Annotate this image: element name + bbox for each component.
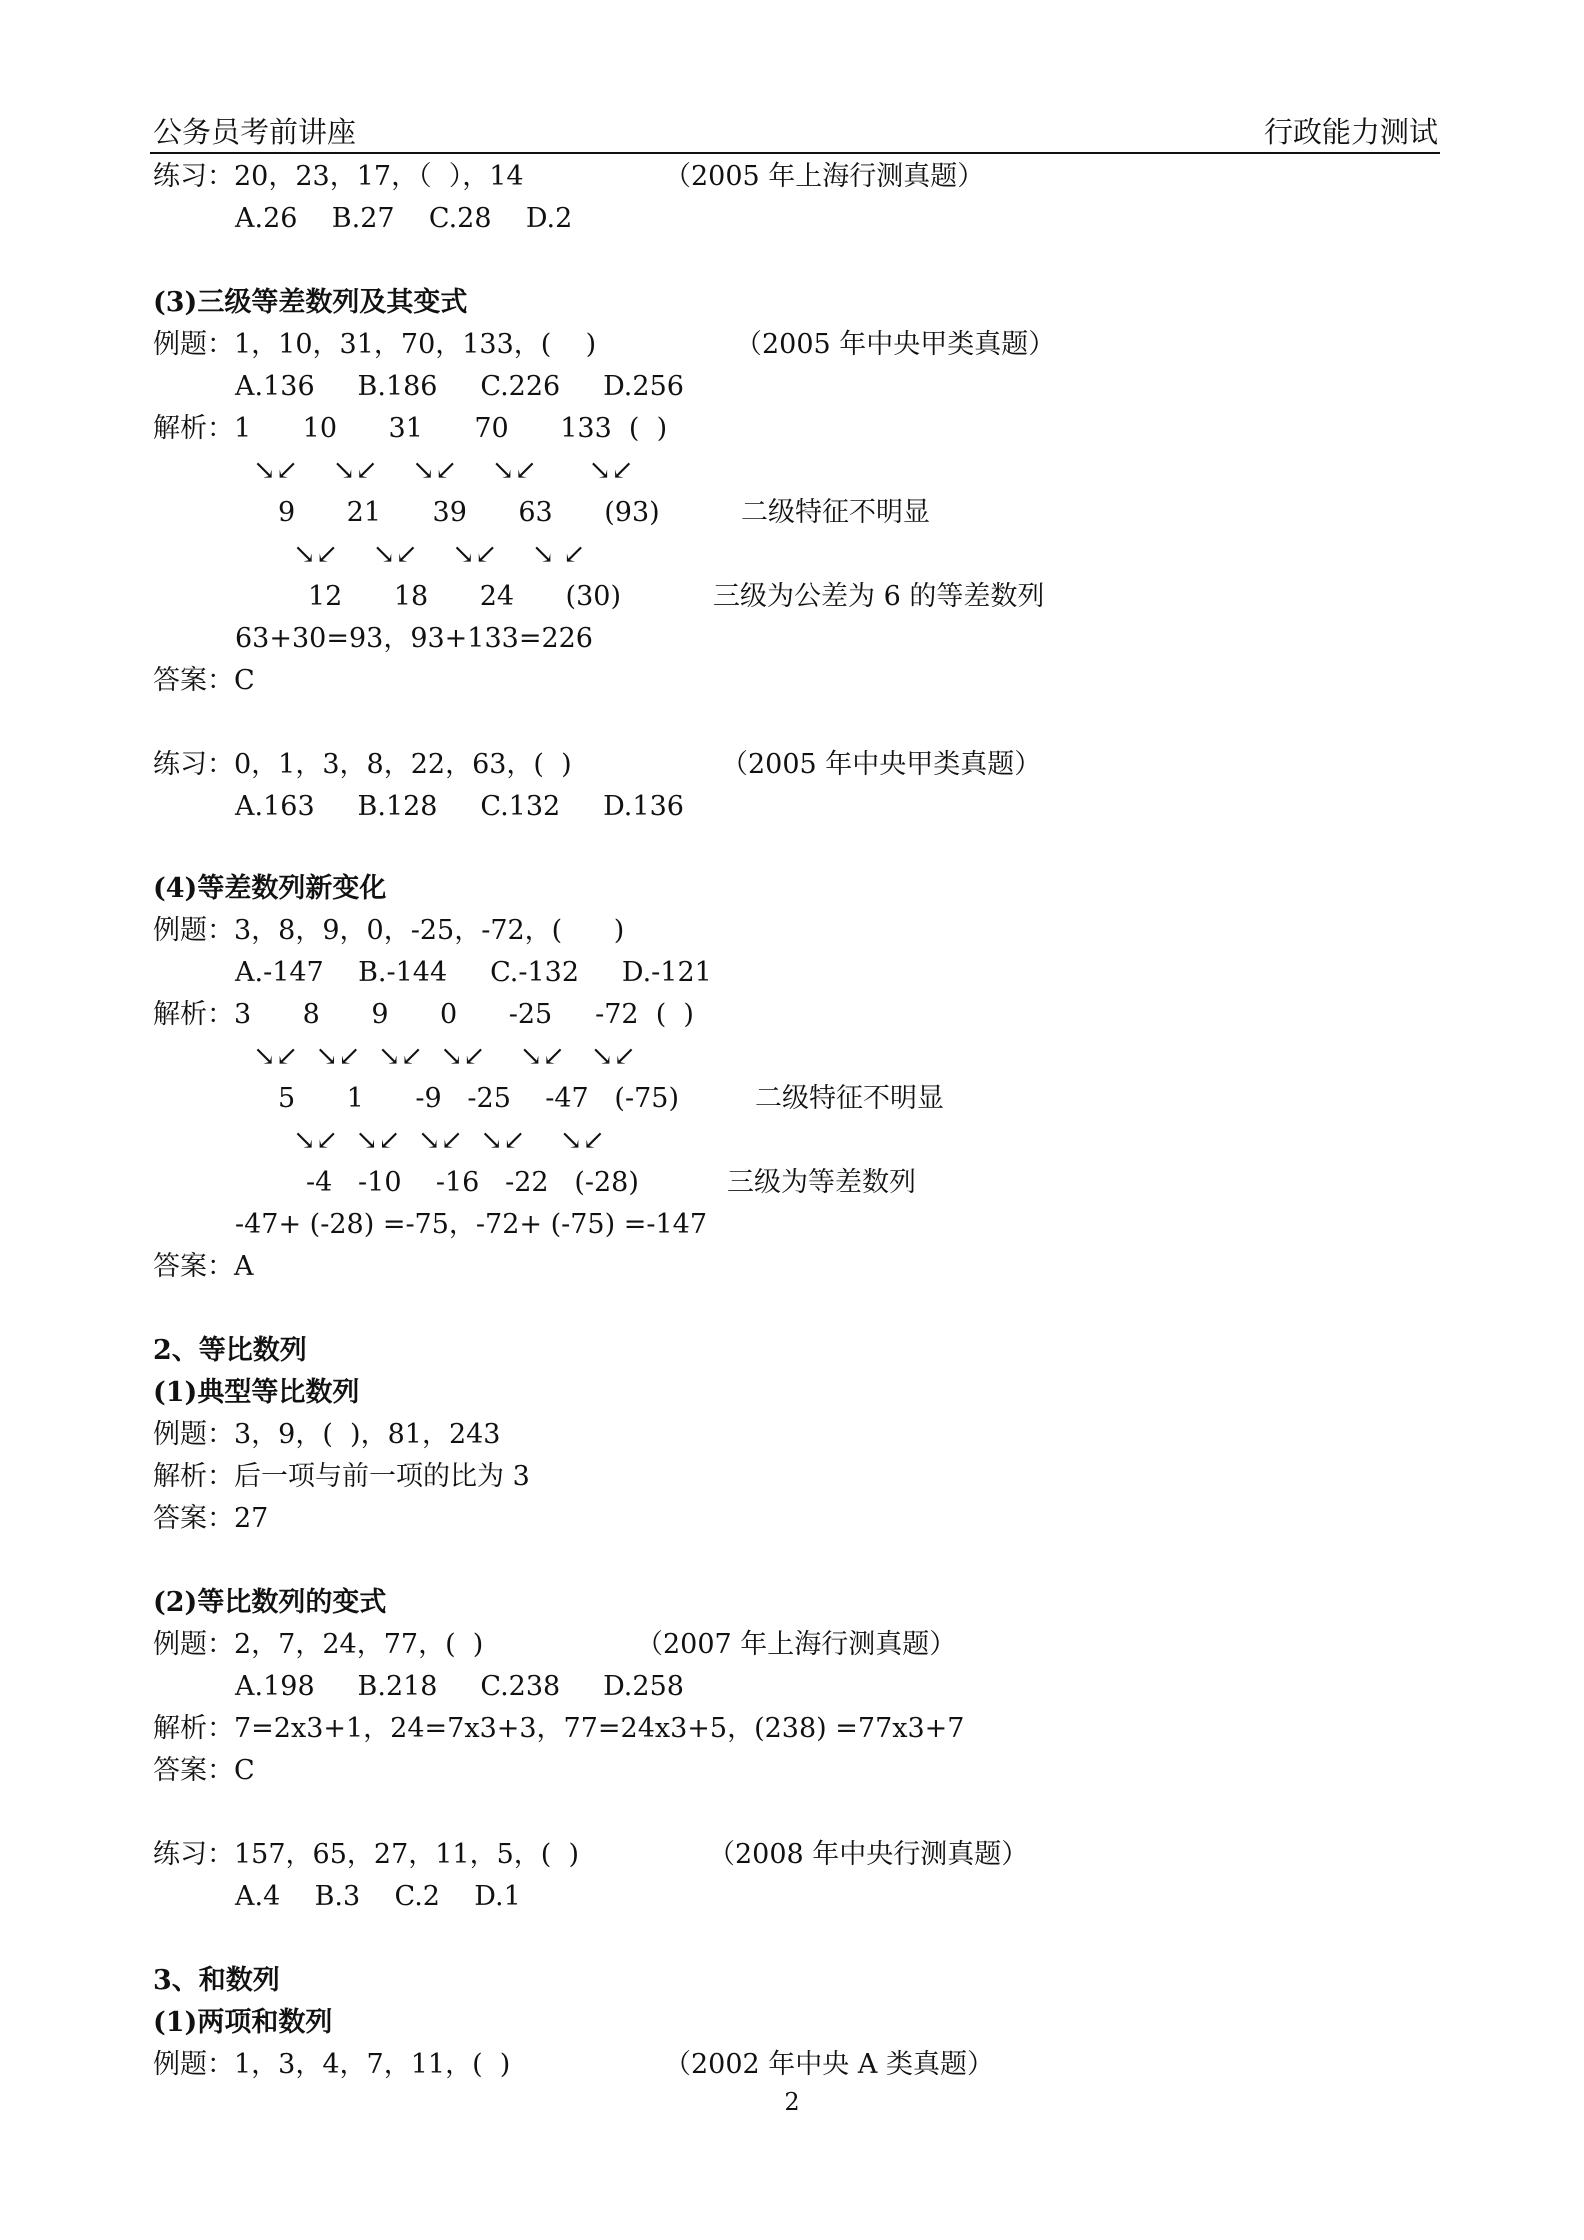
header-rule (150, 152, 1440, 154)
analysis-line: 解析：1 10 31 70 133 ( ) (153, 413, 668, 444)
answer-line: 答案：C (153, 1755, 255, 1786)
page-number: 2 (784, 2088, 800, 2116)
section-heading: 3、和数列 (153, 1965, 280, 1996)
difference-arrows: ↘↙ ↘↙ ↘↙ ↘↙ ↘↙ (293, 1125, 606, 1156)
example-line: 例题：1，10，31，70，133，( ) (153, 329, 597, 360)
source-note: （2005 年中央甲类真题） (721, 749, 1042, 780)
difference-arrows: ↘↙ ↘↙ ↘↙ ↘↙ ↘↙ (253, 455, 634, 486)
answer-line: 答案：A (153, 1251, 254, 1282)
example-line: 例题：3，8，9，0，-25，-72，( ) (153, 915, 625, 946)
section-heading: 2、等比数列 (153, 1335, 307, 1366)
subsection-heading: (1)典型等比数列 (153, 1377, 360, 1408)
subsection-heading: (2)等比数列的变式 (153, 1587, 387, 1618)
example-line: 例题：1，3，4，7，11，( ) (153, 2049, 511, 2080)
analysis-note: 二级特征不明显 (755, 1083, 944, 1114)
analysis-note: 三级为等差数列 (727, 1167, 916, 1198)
subsection-heading: (4)等差数列新变化 (153, 873, 387, 904)
answer-line: 答案：C (153, 665, 255, 696)
header-left-title: 公务员考前讲座 (153, 115, 357, 149)
exercise-line: 练习：157，65，27，11，5，( ) (153, 1839, 580, 1870)
exercise-line: 练习：0，1，3，8，22，63，( ) (153, 749, 572, 780)
options-line: A.26 B.27 C.28 D.2 (235, 203, 573, 234)
subsection-heading: (3)三级等差数列及其变式 (153, 287, 468, 318)
example-line: 例题：2，7，24，77，( ) (153, 1629, 484, 1660)
subsection-heading: (1)两项和数列 (153, 2007, 333, 2038)
analysis-note: 二级特征不明显 (741, 497, 930, 528)
second-level-line: 5 1 -9 -25 -47 (-75) (278, 1083, 679, 1114)
analysis-line: 解析：7=2x3+1，24=7x3+3，77=24x3+5，(238) =77x3+7 (153, 1713, 965, 1744)
options-line: A.-147 B.-144 C.-132 D.-121 (235, 957, 712, 988)
source-note: （2005 年中央甲类真题） (735, 329, 1056, 360)
source-note: （2007 年上海行测真题） (636, 1629, 957, 1660)
third-level-line: 12 18 24 (30) (308, 581, 621, 612)
example-line: 例题：3，9，( )，81，243 (153, 1419, 501, 1450)
analysis-note: 三级为公差为 6 的等差数列 (713, 581, 1045, 612)
analysis-line: 解析：3 8 9 0 -25 -72 ( ) (153, 999, 694, 1030)
second-level-line: 9 21 39 63 (93) (278, 497, 660, 528)
difference-arrows: ↘↙ ↘↙ ↘↙ ↘↙ ↘↙ ↘↙ (253, 1041, 637, 1072)
third-level-line: -4 -10 -16 -22 (-28) (306, 1167, 639, 1198)
source-note: （2005 年上海行测真题） (664, 161, 985, 192)
options-line: A.198 B.218 C.238 D.258 (235, 1671, 684, 1702)
header-right-title: 行政能力测试 (1263, 115, 1438, 149)
analysis-line: 解析：后一项与前一项的比为 3 (153, 1461, 530, 1492)
source-note: （2002 年中央 A 类真题） (664, 2049, 994, 2080)
answer-line: 答案：27 (153, 1503, 269, 1534)
difference-arrows: ↘↙ ↘↙ ↘↙ ↘ ↙ (293, 539, 586, 570)
options-line: A.136 B.186 C.226 D.256 (235, 371, 684, 402)
source-note: （2008 年中央行测真题） (708, 1839, 1029, 1870)
options-line: A.4 B.3 C.2 D.1 (235, 1881, 521, 1912)
options-line: A.163 B.128 C.132 D.136 (235, 791, 684, 822)
exercise-line: 练习：20，23，17，（ ），14 (153, 161, 524, 192)
calculation-line: 63+30=93，93+133=226 (235, 623, 593, 654)
calculation-line: -47+ (-28) =-75，-72+ (-75) =-147 (235, 1209, 708, 1240)
